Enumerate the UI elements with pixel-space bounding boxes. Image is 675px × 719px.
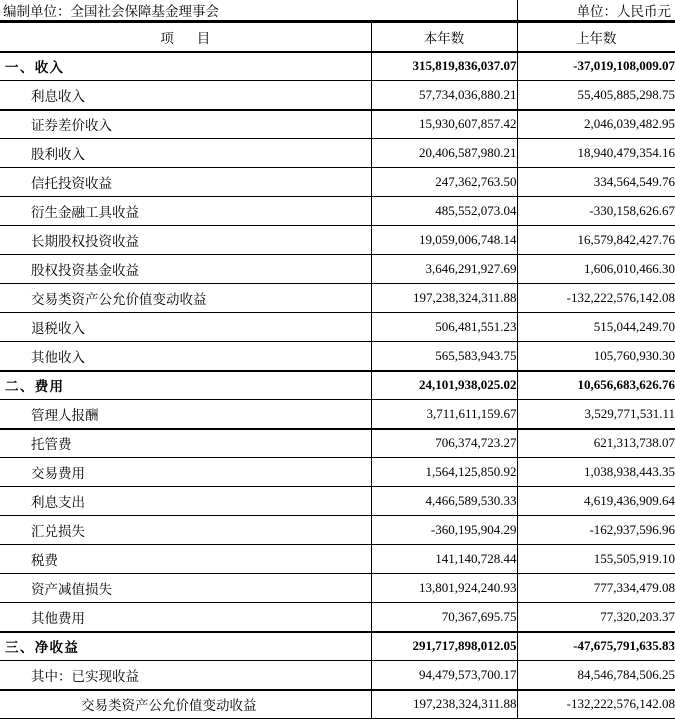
row-item-text: 其他费用 bbox=[31, 610, 85, 626]
header-row bbox=[0, 23, 675, 52]
row-value-previous-year: 4,619,436,909.64 bbox=[517, 487, 675, 516]
row-value-previous-year: 777,334,479.08 bbox=[517, 574, 675, 603]
row-value-previous-year: -132,222,576,142.08 bbox=[517, 690, 675, 719]
row-item-label bbox=[0, 110, 371, 139]
row-value-current-year: 19,059,006,748.14 bbox=[371, 226, 517, 255]
row-item-text: 其中：已实现收益 bbox=[31, 668, 139, 684]
row-item-text: 利息收入 bbox=[31, 88, 85, 104]
row-value-current-year: 94,479,573,700.17 bbox=[371, 661, 517, 690]
row-value-previous-year: 1,606,010,466.30 bbox=[517, 255, 675, 284]
column-header-item bbox=[0, 23, 371, 52]
row-value-previous-year: 3,529,771,531.11 bbox=[517, 400, 675, 429]
row-item-label bbox=[0, 400, 371, 429]
table-row bbox=[0, 52, 675, 81]
row-item-label bbox=[0, 197, 371, 226]
row-item-label bbox=[0, 139, 371, 168]
row-value-current-year: 485,552,073.04 bbox=[371, 197, 517, 226]
row-item-label bbox=[0, 458, 371, 487]
row-item-label bbox=[0, 226, 371, 255]
row-value-previous-year: 16,579,842,427.76 bbox=[517, 226, 675, 255]
row-item-text: 资产减值损失 bbox=[31, 582, 112, 597]
row-value-current-year: 197,238,324,311.88 bbox=[371, 690, 517, 719]
table-header bbox=[0, 23, 675, 52]
row-item-text: 退税收入 bbox=[31, 321, 85, 336]
row-item-text: 交易类资产公允价值变动收益 bbox=[81, 698, 257, 714]
table-row bbox=[0, 458, 675, 487]
row-value-previous-year: 155,505,919.10 bbox=[517, 545, 675, 574]
row-value-previous-year: -132,222,576,142.08 bbox=[517, 284, 675, 313]
row-value-previous-year: 18,940,479,354.16 bbox=[517, 139, 675, 168]
row-item-text: 一、收入 bbox=[5, 60, 65, 76]
row-item-label bbox=[0, 661, 371, 690]
unit-label: 单位：人民币元 bbox=[576, 4, 671, 19]
row-value-current-year: -360,195,904.29 bbox=[371, 516, 517, 545]
row-item-label bbox=[0, 255, 371, 284]
row-value-previous-year: -47,675,791,635.83 bbox=[517, 632, 675, 661]
financial-table bbox=[0, 22, 675, 719]
table-row bbox=[0, 661, 675, 690]
row-item-text: 长期股权投资收益 bbox=[31, 234, 139, 249]
table-row bbox=[0, 371, 675, 400]
row-item-text: 证券差价收入 bbox=[31, 118, 112, 134]
row-value-current-year: 3,711,611,159.67 bbox=[371, 400, 517, 429]
table-row bbox=[0, 603, 675, 632]
table-row bbox=[0, 226, 675, 255]
row-value-current-year: 141,140,728.44 bbox=[371, 545, 517, 574]
row-value-previous-year: 515,044,249.70 bbox=[517, 313, 675, 342]
row-item-label bbox=[0, 487, 371, 516]
table-row bbox=[0, 284, 675, 313]
caption-divider bbox=[517, 0, 518, 24]
row-item-label bbox=[0, 429, 371, 458]
table-row bbox=[0, 632, 675, 661]
row-item-text: 汇兑损失 bbox=[31, 524, 85, 539]
row-value-current-year: 70,367,695.75 bbox=[371, 603, 517, 632]
row-item-label bbox=[0, 284, 371, 313]
row-value-current-year: 15,930,607,857.42 bbox=[371, 110, 517, 139]
caption-row bbox=[0, 0, 675, 22]
row-value-previous-year: 10,656,683,626.76 bbox=[517, 371, 675, 400]
row-value-current-year: 13,801,924,240.93 bbox=[371, 574, 517, 603]
table-row bbox=[0, 110, 675, 139]
table-row bbox=[0, 197, 675, 226]
row-item-text: 交易费用 bbox=[31, 466, 85, 481]
row-item-label bbox=[0, 52, 371, 81]
row-value-current-year: 247,362,763.50 bbox=[371, 168, 517, 197]
row-value-current-year: 24,101,938,025.02 bbox=[371, 371, 517, 400]
row-item-text: 税费 bbox=[31, 553, 58, 568]
row-item-label bbox=[0, 690, 371, 719]
column-header-current-year: 本年数 bbox=[371, 23, 517, 52]
row-item-text: 股利收入 bbox=[31, 147, 85, 162]
table-row bbox=[0, 400, 675, 429]
column-header-item-label: 项 目 bbox=[160, 30, 215, 46]
preparer-label: 编制单位：全国社会保障基金理事会 bbox=[3, 4, 219, 19]
row-item-label bbox=[0, 371, 371, 400]
row-item-text: 衍生金融工具收益 bbox=[31, 205, 139, 220]
row-value-previous-year: -330,158,626.67 bbox=[517, 197, 675, 226]
row-item-text: 股权投资基金收益 bbox=[31, 263, 139, 278]
row-item-label bbox=[0, 545, 371, 574]
row-value-previous-year: 1,038,938,443.35 bbox=[517, 458, 675, 487]
row-item-label bbox=[0, 574, 371, 603]
row-item-label bbox=[0, 516, 371, 545]
table-row bbox=[0, 574, 675, 603]
row-value-current-year: 565,583,943.75 bbox=[371, 342, 517, 371]
row-value-previous-year: 105,760,930.30 bbox=[517, 342, 675, 371]
row-item-label bbox=[0, 313, 371, 342]
table-row bbox=[0, 168, 675, 197]
row-item-text: 管理人报酬 bbox=[31, 407, 99, 423]
table-row bbox=[0, 342, 675, 371]
row-value-current-year: 1,564,125,850.92 bbox=[371, 458, 517, 487]
row-value-current-year: 291,717,898,012.05 bbox=[371, 632, 517, 661]
row-value-current-year: 20,406,587,980.21 bbox=[371, 139, 517, 168]
row-item-label bbox=[0, 168, 371, 197]
table-row bbox=[0, 487, 675, 516]
row-value-previous-year: 621,313,738.07 bbox=[517, 429, 675, 458]
row-value-previous-year: 55,405,885,298.75 bbox=[517, 81, 675, 110]
row-item-text: 信托投资收益 bbox=[31, 176, 112, 191]
table-row bbox=[0, 516, 675, 545]
row-item-label bbox=[0, 81, 371, 110]
row-item-label bbox=[0, 603, 371, 632]
row-value-previous-year: -162,937,596.96 bbox=[517, 516, 675, 545]
table-row bbox=[0, 81, 675, 110]
row-item-text: 其他收入 bbox=[31, 349, 85, 365]
row-value-current-year: 706,374,723.27 bbox=[371, 429, 517, 458]
row-value-current-year: 315,819,836,037.07 bbox=[371, 52, 517, 81]
column-header-previous-year: 上年数 bbox=[517, 23, 675, 52]
row-value-current-year: 197,238,324,311.88 bbox=[371, 284, 517, 313]
row-item-label bbox=[0, 632, 371, 661]
row-item-text: 三、净收益 bbox=[5, 640, 80, 656]
table-row bbox=[0, 313, 675, 342]
row-value-current-year: 506,481,551.23 bbox=[371, 313, 517, 342]
row-value-previous-year: 84,546,784,506.25 bbox=[517, 661, 675, 690]
row-value-previous-year: 77,320,203.37 bbox=[517, 603, 675, 632]
row-value-previous-year: -37,019,108,009.07 bbox=[517, 52, 675, 81]
row-item-text: 利息支出 bbox=[31, 495, 85, 510]
row-item-text: 托管费 bbox=[31, 437, 72, 453]
table-body bbox=[0, 52, 675, 719]
row-value-current-year: 4,466,589,530.33 bbox=[371, 487, 517, 516]
row-value-previous-year: 2,046,039,482.95 bbox=[517, 110, 675, 139]
row-item-label bbox=[0, 342, 371, 371]
row-value-previous-year: 334,564,549.76 bbox=[517, 168, 675, 197]
row-value-current-year: 57,734,036,880.21 bbox=[371, 81, 517, 110]
table-row bbox=[0, 545, 675, 574]
row-item-text: 交易类资产公允价值变动收益 bbox=[31, 292, 207, 307]
table-row bbox=[0, 690, 675, 719]
table-row bbox=[0, 429, 675, 458]
table-row bbox=[0, 139, 675, 168]
row-item-text: 二、费用 bbox=[5, 379, 65, 395]
table-row bbox=[0, 255, 675, 284]
row-value-current-year: 3,646,291,927.69 bbox=[371, 255, 517, 284]
